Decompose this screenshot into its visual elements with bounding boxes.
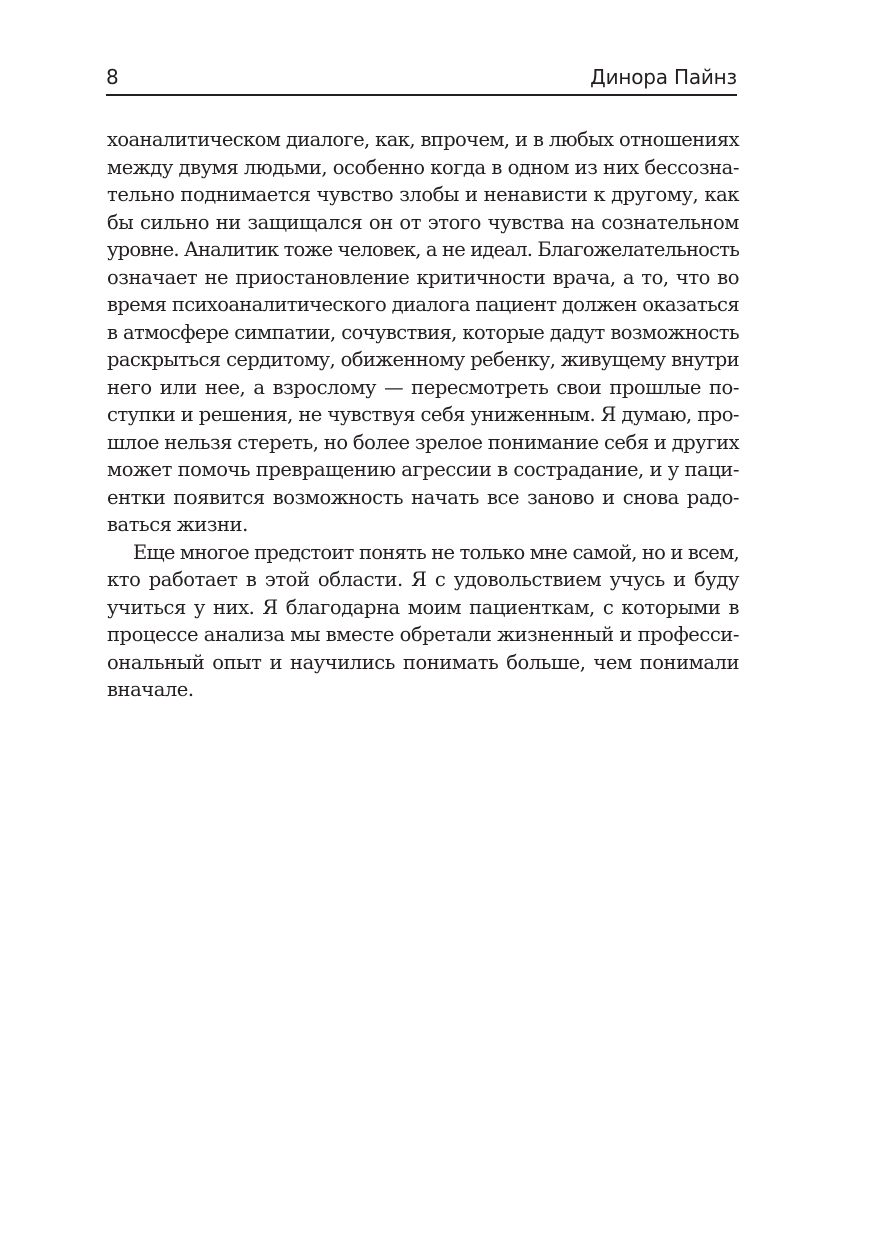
text-line: бы сильно ни защищался он от этого чувства на сознательном: [107, 210, 739, 234]
text-line: Еще многое предстоит понять не только мне самой, но и всем,: [133, 540, 739, 564]
text-line: между двумя людьми, особенно когда в одном из них бессозна-: [107, 155, 739, 179]
running-header: [106, 62, 737, 96]
body-text: [107, 126, 739, 704]
text-line: ступки и решения, не чувствуя себя униженным. Я думаю, про-: [107, 403, 739, 426]
text-line: ональный опыт и научились понимать больше, чем понимали: [107, 650, 739, 674]
text-line: вначале.: [107, 678, 194, 701]
text-line: раскрыться сердитому, обиженному ребенку, живущему внутри: [107, 348, 739, 371]
running-header-author: Динора Пайнз: [590, 65, 737, 89]
text-line: ентки появится возможность начать все заново и снова радо-: [107, 485, 739, 509]
text-line: учиться у них. Я благодарна моим пациенткам, с которыми в: [107, 595, 739, 619]
text-line: время психоаналитического диалога пациент должен оказаться: [107, 293, 739, 316]
text-line: означает не приостановление критичности врача, а то, что во: [107, 265, 739, 289]
text-line: может помочь превращению агрессии в сострадание, и у паци-: [107, 458, 739, 481]
text-line: в атмосфере симпатии, сочувствия, которые дадут возможность: [107, 320, 739, 344]
page-number: 8: [106, 65, 119, 89]
text-line: хоаналитическом диалоге, как, впрочем, и в любых отношениях: [107, 128, 739, 151]
text-line: ваться жизни.: [107, 513, 248, 536]
paragraph: [107, 539, 739, 704]
text-line: него или нее, а взрослому — пересмотреть свои прошлые по-: [107, 375, 739, 399]
paragraph: [107, 126, 739, 539]
text-line: уровне. Аналитик тоже человек, а не идеал. Благожелательность: [107, 238, 739, 261]
text-line: процессе анализа мы вместе обретали жизненный и професси-: [107, 623, 739, 646]
text-line: шлое нельзя стереть, но более зрелое понимание себя и других: [107, 430, 740, 454]
text-line: тельно поднимается чувство злобы и ненависти к другому, как: [107, 183, 739, 206]
text-line: кто работает в этой области. Я с удовольствием учусь и буду: [107, 568, 739, 591]
